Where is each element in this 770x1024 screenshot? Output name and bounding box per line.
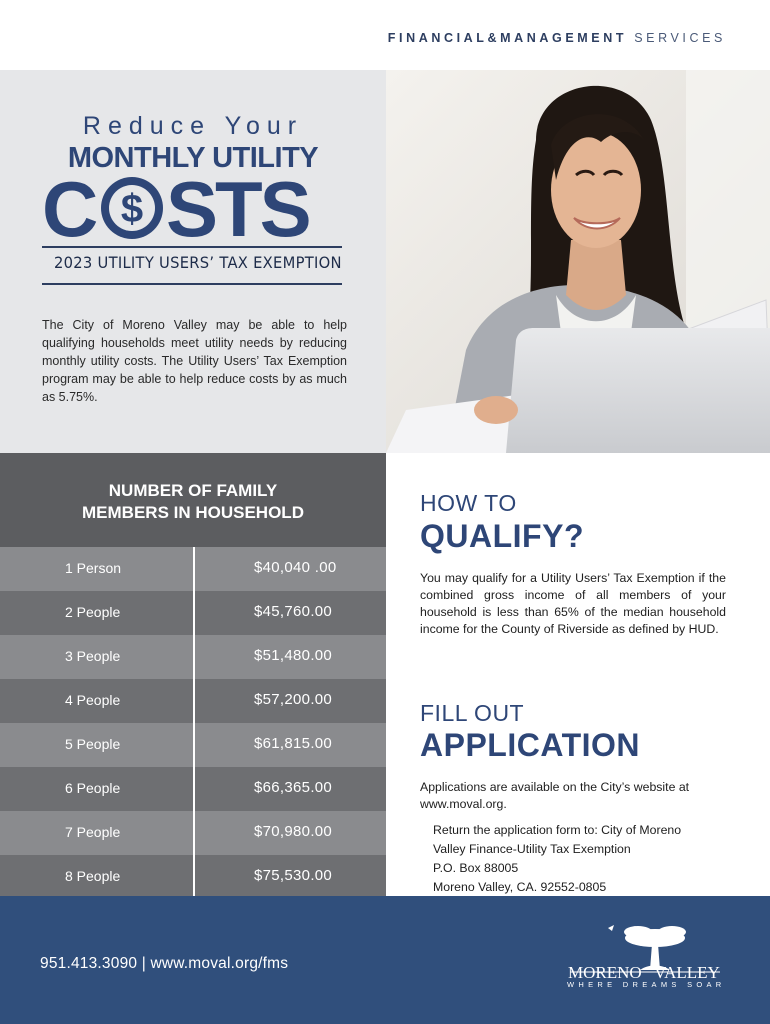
household-size: 5 People bbox=[65, 736, 121, 752]
income-limit: $45,760.00 bbox=[254, 603, 333, 620]
qualify-paragraph: You may qualify for a Utility Users’ Tax Exemption if the combined gross income of all members of your household is less than 65% of the median household income for the County of Riverside as defined by HUD. bbox=[420, 571, 726, 636]
intro-paragraph: The City of Moreno Valley may be able to help qualifying households meet utility needs by reducing monthly utility costs. The Utility Users’ Tax Exemption program may be able to help reduce costs by as much as 5.75%. bbox=[42, 318, 347, 404]
household-size: 8 People bbox=[65, 868, 121, 884]
woman-with-laptop-illustration bbox=[386, 70, 770, 453]
income-limit: $51,480.00 bbox=[254, 647, 333, 664]
table-row bbox=[0, 591, 386, 635]
costs-sts: STS bbox=[166, 172, 309, 244]
program-title: 2023 UTILITY USERS’ TAX EXEMPTION bbox=[54, 253, 342, 272]
divider-bottom bbox=[42, 283, 342, 285]
household-size: 4 People bbox=[65, 692, 121, 708]
costs-c: C bbox=[42, 172, 99, 244]
household-size: 6 People bbox=[65, 780, 121, 796]
household-size: 3 People bbox=[65, 648, 121, 664]
qualify-heading-small: HOW TO bbox=[420, 490, 517, 516]
hero-photo bbox=[386, 70, 770, 453]
application-heading: APPLICATION bbox=[420, 727, 641, 763]
return-address-line: Return the application form to: City of Moreno bbox=[433, 823, 682, 837]
qualify-heading: QUALIFY? bbox=[420, 518, 584, 554]
department-name bbox=[388, 31, 726, 45]
return-address bbox=[433, 821, 733, 897]
household-size: 7 People bbox=[65, 824, 121, 840]
department-name-light: SERVICES bbox=[634, 31, 726, 45]
household-size: 2 People bbox=[65, 604, 121, 620]
headline-reduce: Reduce Your bbox=[82, 112, 304, 140]
table-row bbox=[0, 811, 386, 855]
department-name-bold: FINANCIAL&MANAGEMENT bbox=[387, 31, 628, 45]
logo-word-valley: VALLEY bbox=[654, 963, 720, 982]
income-limit: $75,530.00 bbox=[254, 867, 333, 884]
household-size: 1 Person bbox=[65, 560, 122, 576]
headline-costs bbox=[42, 172, 342, 244]
divider-top bbox=[42, 246, 342, 248]
income-limit: $40,040 .00 bbox=[254, 559, 337, 576]
return-address-line: Valley Finance-Utility Tax Exemption bbox=[433, 842, 631, 856]
table-row bbox=[0, 855, 386, 896]
table-row bbox=[0, 723, 386, 767]
income-limit: $66,365.00 bbox=[254, 779, 333, 796]
income-limit: $70,980.00 bbox=[254, 823, 333, 840]
table-row bbox=[0, 635, 386, 679]
top-header bbox=[0, 0, 770, 70]
table-row bbox=[0, 679, 386, 723]
income-table-heading-line1: NUMBER OF FAMILY bbox=[108, 481, 278, 500]
income-table-heading bbox=[0, 480, 386, 524]
income-table-heading-line2: MEMBERS IN HOUSEHOLD bbox=[82, 503, 304, 522]
table-row bbox=[0, 547, 386, 591]
logo-tagline: WHERE DREAMS SOAR bbox=[567, 980, 726, 989]
return-address-line: Moreno Valley, CA. 92552-0805 bbox=[433, 880, 607, 894]
income-limit: $61,815.00 bbox=[254, 735, 333, 752]
footer-contact: 951.413.3090 | www.moval.org/fms bbox=[40, 955, 289, 972]
income-limit: $57,200.00 bbox=[254, 691, 333, 708]
table-row bbox=[0, 767, 386, 811]
dollar-sign: $ bbox=[120, 187, 144, 231]
return-address-line: P.O. Box 88005 bbox=[433, 861, 519, 875]
application-paragraph: Applications are available on the City’s website at www.moval.org. bbox=[420, 780, 690, 811]
application-heading-small: FILL OUT bbox=[420, 700, 525, 726]
headline-monthly-utility: MONTHLY UTILITY bbox=[67, 142, 319, 174]
logo-word-moreno: MORENO bbox=[568, 963, 642, 982]
